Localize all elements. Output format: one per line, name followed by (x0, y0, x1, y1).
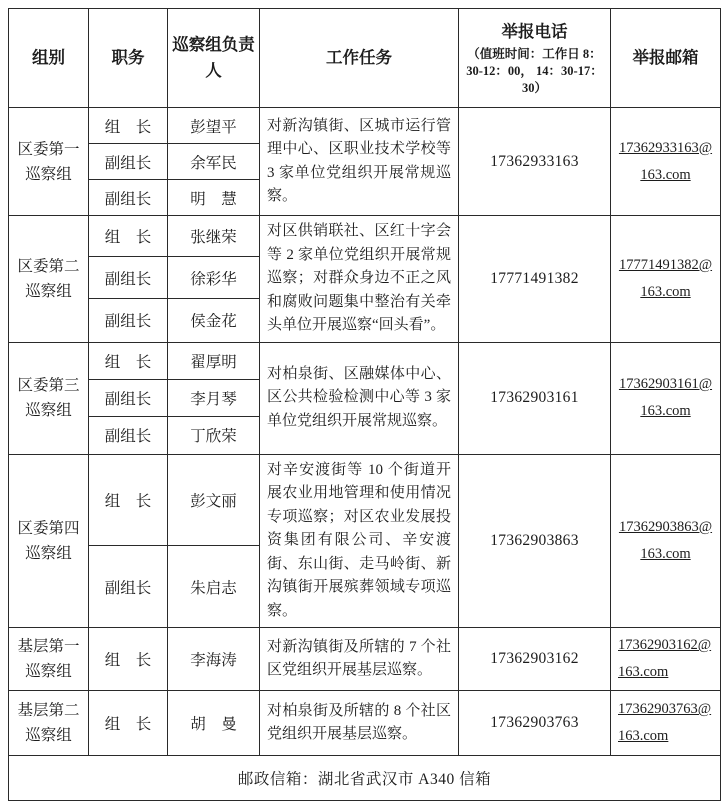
position-cell: 组 长 (89, 628, 168, 691)
position-cell: 组 长 (89, 454, 168, 546)
footer-row (9, 756, 721, 801)
email-cell (611, 628, 721, 691)
task-cell: 对新沟镇街、区城市运行管理中心、区职业技术学校等 3 家单位党组织开展常规巡察。 (260, 108, 459, 216)
position-cell: 副组长 (89, 379, 168, 416)
task-cell: 对区供销联社、区红十字会等 2 家单位党组织开展常规巡察；对群众身边不正之风和腐败问题集中整治有关牵头单位开展巡察“回头看”。 (260, 216, 459, 343)
group-name-cell: 区委第三巡察组 (9, 342, 89, 454)
table-row (9, 691, 721, 756)
email-cell (611, 342, 721, 454)
postal-box-note: 邮政信箱：湖北省武汉市 A340 信箱 (9, 756, 721, 801)
phone-cell: 17771491382 (459, 216, 611, 343)
email-link[interactable]: 17362903161@163.com (618, 376, 713, 419)
header-position: 职务 (89, 9, 168, 108)
position-cell: 副组长 (89, 257, 168, 298)
task-cell: 对柏泉街、区融媒体中心、区公共检验检测中心等 3 家单位党组织开展常规巡察。 (260, 342, 459, 454)
table-row (9, 454, 721, 546)
email-cell (611, 454, 721, 628)
leader-name-cell: 李海涛 (168, 628, 260, 691)
email-cell (611, 108, 721, 216)
position-cell: 组 长 (89, 108, 168, 144)
group-name-cell: 区委第四巡察组 (9, 454, 89, 628)
phone-cell: 17362903863 (459, 454, 611, 628)
header-phone-title: 举报电话 (501, 22, 568, 41)
email-link[interactable]: 17771491382@163.com (618, 256, 713, 300)
leader-name-cell: 彭文丽 (168, 454, 260, 546)
task-cell: 对柏泉街及所辖的 8 个社区党组织开展基层巡察。 (260, 691, 459, 756)
header-group: 组别 (9, 9, 89, 108)
position-cell: 副组长 (89, 144, 168, 180)
leader-name-cell: 翟厚明 (168, 342, 260, 379)
leader-name-cell: 彭望平 (168, 108, 260, 144)
inspection-groups-table (8, 8, 721, 801)
leader-name-cell: 朱启志 (168, 546, 260, 628)
email-link[interactable]: 17362903162@163.com (618, 637, 712, 680)
position-cell: 组 长 (89, 691, 168, 756)
position-cell: 组 长 (89, 216, 168, 257)
header-phone-note: （值班时间：工作日 8：30-12：00， 14：30-17：30） (466, 47, 603, 95)
header-phone (459, 9, 611, 108)
group-name-cell: 区委第二巡察组 (9, 216, 89, 343)
position-cell: 组 长 (89, 342, 168, 379)
group-name-cell: 基层第二巡察组 (9, 691, 89, 756)
task-cell: 对新沟镇街及所辖的 7 个社区党组织开展基层巡察。 (260, 628, 459, 691)
position-cell: 副组长 (89, 546, 168, 628)
leader-name-cell: 李月琴 (168, 379, 260, 416)
group-name-cell: 区委第一巡察组 (9, 108, 89, 216)
group-name-cell: 基层第一巡察组 (9, 628, 89, 691)
leader-name-cell: 丁欣荣 (168, 416, 260, 454)
email-link[interactable]: 17362903763@163.com (618, 701, 712, 744)
leader-name-cell: 明 慧 (168, 180, 260, 216)
leader-name-cell: 张继荣 (168, 216, 260, 257)
table-row (9, 342, 721, 379)
email-link[interactable]: 17362933163@163.com (618, 139, 713, 183)
header-task: 工作任务 (260, 9, 459, 108)
phone-cell: 17362903161 (459, 342, 611, 454)
header-leader: 巡察组负责人 (168, 9, 260, 108)
position-cell: 副组长 (89, 298, 168, 342)
header-row (9, 9, 721, 108)
phone-cell: 17362903763 (459, 691, 611, 756)
phone-cell: 17362933163 (459, 108, 611, 216)
leader-name-cell: 侯金花 (168, 298, 260, 342)
table-row (9, 628, 721, 691)
position-cell: 副组长 (89, 416, 168, 454)
email-link[interactable]: 17362903863@163.com (618, 518, 713, 562)
leader-name-cell: 胡 曼 (168, 691, 260, 756)
header-email: 举报邮箱 (611, 9, 721, 108)
table-row (9, 216, 721, 257)
table-row (9, 108, 721, 144)
phone-cell: 17362903162 (459, 628, 611, 691)
task-cell: 对辛安渡街等 10 个街道开展农业用地管理和使用情况专项巡察；对区农业发展投资集团有限公司、辛安渡街、东山街、走马岭街、新沟镇街开展殡葬领域专项巡察。 (260, 454, 459, 628)
leader-name-cell: 余军民 (168, 144, 260, 180)
position-cell: 副组长 (89, 180, 168, 216)
leader-name-cell: 徐彩华 (168, 257, 260, 298)
email-cell (611, 691, 721, 756)
email-cell (611, 216, 721, 343)
